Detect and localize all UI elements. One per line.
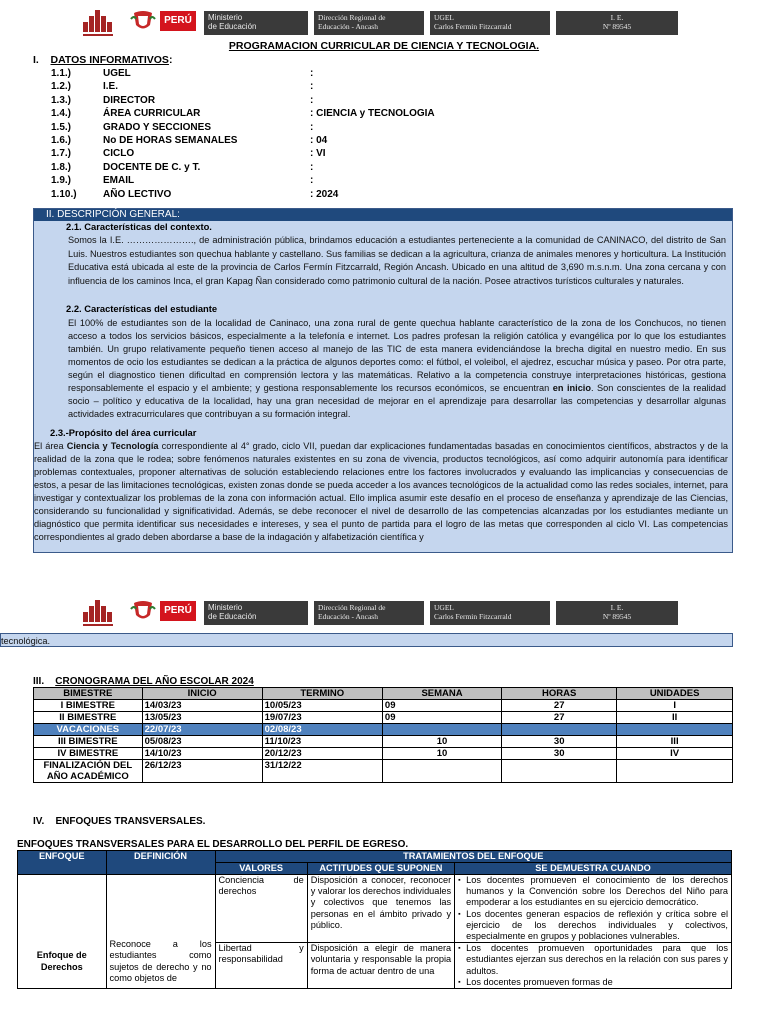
datos-row: 1.6.) No DE HORAS SEMANALES : 04: [51, 134, 328, 146]
ministerio-label: Ministerio de Educación: [204, 11, 308, 35]
document-title: PROGRAMACION CURRICULAR DE CIENCIA Y TECNOLOGIA.: [228, 40, 540, 52]
direccion-regional-label: Dirección Regional de Educación - Ancash: [314, 11, 424, 35]
table-cell: 09: [382, 712, 501, 724]
table-cell: II: [617, 712, 733, 724]
table-cell: [617, 724, 733, 736]
header-banner: [80, 4, 740, 38]
subheading-2-2: 2.2. Características del estudiante: [66, 303, 218, 314]
minedu-logo-icon: [83, 6, 113, 36]
table-cell: 09: [382, 700, 501, 712]
table-row: [34, 712, 733, 724]
paragraph-2-3: El área Ciencia y Tecnología correspondiente al 4° grado, ciclo VII, puedan dar explicaciones fundamentadas basadas en conocimientos científicos, abstractos y de la realidad de la zona que le rodea; sobre fenómenos naturales existentes en su zona de vivencia, productos tecnológicos, así como adquirir autonomía para identificar problemas contextuales, proponer alternativas de solución estableciendo relaciones entre los factores involucrados y evaluando las implicancias y consecuencias de estos, a pesar de las limitaciones tecnológicas, existen zonas donde se pueda acceder a los avances tecnológicos de la actualidad como las redes sociales, internet, para investigar y contextualizar los problemas de la zona con información actual. Ello implica asumir este desafío en el proceso de enseñanza y aprendizaje de las Ciencias, considerando su funcionalidad y significatividad. Además, se debe reconocer el nivel de desarrollo de las competencias alcanzadas por los estudiantes mediante un diagnóstico que permita identificar sus necesidades e intereses, y sea el punto de partida para el logro de las metas que corresponden al ciclo VI. Las competencias correspondientes al grado deben abordarse a base de la indagación y alfabetización científica y: [34, 441, 728, 542]
demuestra-cell: [455, 943, 732, 989]
page-2: [0, 590, 768, 1024]
ie-label: I. E. Nº 89545: [556, 601, 678, 625]
section-4-heading: IV. ENFOQUES TRANSVERSALES.: [33, 816, 206, 827]
datos-row: 1.5.) GRADO Y SECCIONES :: [51, 121, 314, 133]
table-cell: [382, 724, 501, 736]
col-header: TRATAMIENTOS DEL ENFOQUE: [215, 851, 731, 863]
actitud-cell: Disposición a elegir de manera voluntaria y responsable la propia forma de actuar dentro de una: [307, 943, 454, 989]
table-row: [34, 736, 733, 748]
enfoques-table: [17, 850, 732, 989]
table-cell: 10: [382, 736, 501, 748]
ugel-label: UGEL Carlos Fermin Fitzcarrald: [430, 11, 550, 35]
table-cell: IV BIMESTRE: [34, 748, 143, 760]
col-header: HORAS: [502, 688, 617, 700]
table-cell: 14/10/23: [142, 748, 262, 760]
demuestra-cell: [455, 875, 732, 943]
section-2-heading: II. DESCRIPCIÓN GENERAL:: [34, 209, 732, 221]
table-row: [34, 700, 733, 712]
table-cell: [502, 724, 617, 736]
datos-row: 1.3.) DIRECTOR :: [51, 94, 314, 106]
datos-row: 1.10.) AÑO LECTIVO : 2024: [51, 188, 339, 200]
table-cell: 22/07/23: [142, 724, 262, 736]
paragraph-2-1: Somos la I.E. …………………., de administración pública, brindamos educación a estudiantes perteneciente a la comunidad de CANINACO, del distrito de San Luis. Nuestros estudiantes son quechua hablante y castellano. Sus familias se dedican a la agricultura, crianza de animales menores y horticultura. La Institución Educativa está ubicada al este de la provincia de Carlos Fermín Fitzcarrald, Región Ancash. Ubicado en una altitud de 3,690 m.s.n.m. Una zona cercana y con influencia de los caminos Inca, el gran Kapag Ñan considerado como patrimonio cultural de la nación. Posee atractivos turísticos culturales y naturales.: [68, 235, 726, 287]
table-cell: 05/08/23: [142, 736, 262, 748]
descripcion-general-box: [33, 208, 733, 553]
ugel-label: UGEL Carlos Fermin Fitzcarrald: [430, 601, 550, 625]
table-cell: FINALIZACIÓN DEL AÑO ACADÉMICO: [34, 760, 143, 783]
datos-informativos-list: [51, 68, 551, 202]
cronograma-table: [33, 687, 733, 783]
table-cell: 26/12/23: [142, 760, 262, 783]
table-header-row: [34, 688, 733, 700]
table-cell: 27: [502, 700, 617, 712]
col-header: TERMINO: [262, 688, 382, 700]
table-cell: 30: [502, 748, 617, 760]
table-cell: I: [617, 700, 733, 712]
valor-cell: Conciencia de derechos: [215, 875, 307, 943]
col-header: UNIDADES: [617, 688, 733, 700]
subheading-2-3: 2.3.-Propósito del área curricular: [50, 427, 197, 438]
col-header: DEFINICIÓN: [106, 851, 215, 875]
minedu-logo-icon: [83, 596, 113, 626]
enfoques-table-title: ENFOQUES TRANSVERSALES PARA EL DESARROLLO DEL PERFIL DE EGRESO.: [17, 839, 409, 850]
table-cell: 10/05/23: [262, 700, 382, 712]
list-item: ▪ Los docentes generan espacios de reflexión y crítica sobre el ejercicio de los derechos individuales y colectivos, especialmente en grupos y poblaciones vulnerables.: [466, 909, 728, 943]
table-cell: 14/03/23: [142, 700, 262, 712]
list-item: ▪ Los docentes promueven formas de: [466, 977, 728, 988]
section-3-heading: III. CRONOGRAMA DEL AÑO ESCOLAR 2024: [33, 676, 254, 687]
table-cell: 20/12/23: [262, 748, 382, 760]
table-cell: 11/10/23: [262, 736, 382, 748]
col-header: VALORES: [215, 863, 307, 875]
table-cell: 31/12/22: [262, 760, 382, 783]
table-cell: I BIMESTRE: [34, 700, 143, 712]
table-row: [34, 748, 733, 760]
datos-row: 1.9.) EMAIL :: [51, 175, 314, 187]
table-cell: 19/07/23: [262, 712, 382, 724]
table-cell: III: [617, 736, 733, 748]
list-item: ▪ Los docentes promueven oportunidades para que los estudiantes ejerzan sus derechos en la relación con sus pares y adultos.: [466, 943, 728, 977]
table-row-vacaciones: [34, 724, 733, 736]
peru-coat-of-arms-icon: [130, 9, 156, 33]
col-header: ENFOQUE: [18, 851, 107, 875]
table-cell: [617, 760, 733, 783]
datos-row: 1.1.) UGEL :: [51, 68, 314, 79]
col-header: ACTITUDES QUE SUPONEN: [307, 863, 454, 875]
table-cell: [502, 760, 617, 783]
col-header: SEMANA: [382, 688, 501, 700]
datos-row: 1.2.) I.E. :: [51, 81, 314, 93]
table-cell: 30: [502, 736, 617, 748]
peru-label: PERÚ: [160, 601, 196, 621]
peru-coat-of-arms-icon: [130, 599, 156, 623]
datos-row: 1.8.) DOCENTE DE C. y T. :: [51, 161, 314, 173]
table-cell: VACACIONES: [34, 724, 143, 736]
definicion-cell: Reconoce a los estudiantes como sujetos de derecho y no como objetos de: [106, 875, 215, 989]
paragraph-2-2: El 100% de estudiantes son de la localidad de Caninaco, una zona rural de gente quechua hablante característico de la zona de los Conchucos, no tienen acceso a todos los servicios básicos, especialmente a la telefonía e internet. Los padres profesan la religión católica y evangélica por lo que los estudiantes también. Un grupo relativamente pequeño tienen acceso al manejo de las TIC de esta manera evidenciándose la brecha digital en nuestro medio. En sus momentos de ocio los estudiantes se dedican a la práctica de algunos deportes como: el fútbol, el voleibol, el ajedrez, escuchar música y paseo. Por otra parte, según el diagnostico tienen dificultad en comprensión lectora y las matemáticas. Relativo a la competencia construye interpretaciones históricas, gestiona responsablemente el espacio y el ambiente; y gestiona responsablemente los recursos económicos, se encuentran en inicio. Son conscientes de la realidad socio – político y educativa de la localidad, hay una gran necesidad de mejorar en el aprendizaje para desarrollar las competencias y desarrollar algunas actividades extracurriculares que contribuyan a su formación integral.: [68, 318, 726, 419]
datos-row: 1.4.) ÁREA CURRICULAR : CIENCIA y TECNOLOGIA: [51, 108, 435, 120]
enfoque-cell: Enfoque de Derechos: [18, 875, 107, 989]
table-cell: 02/08/23: [262, 724, 382, 736]
table-cell: 13/05/23: [142, 712, 262, 724]
table-cell: II BIMESTRE: [34, 712, 143, 724]
table-cell: III BIMESTRE: [34, 736, 143, 748]
ministerio-label: Ministerio de Educación: [204, 601, 308, 625]
table-cell: 27: [502, 712, 617, 724]
table-cell: IV: [617, 748, 733, 760]
col-header: SE DEMUESTRA CUANDO: [455, 863, 732, 875]
col-header: BIMESTRE: [34, 688, 143, 700]
continuation-box: [0, 633, 733, 647]
section-1-heading: I. DATOS INFORMATIVOS:: [33, 54, 173, 66]
subheading-2-1: 2.1. Características del contexto.: [66, 221, 212, 232]
table-cell: 10: [382, 748, 501, 760]
valor-cell: Libertad y responsabilidad: [215, 943, 307, 989]
actitud-cell: Disposición a conocer, reconocer y valorar los derechos individuales y colectivos que tenemos las personas en el ámbito privado y público.: [307, 875, 454, 943]
datos-row: 1.7.) CICLO : VI: [51, 148, 326, 160]
list-item: ▪ Los docentes promueven el conocimiento de los derechos humanos y la Convención sobre los Derechos del Niño para empoderar a los estudiantes en su ejercicio democrático.: [466, 875, 728, 909]
table-header-row: [18, 851, 732, 863]
table-cell: [382, 760, 501, 783]
header-banner: [80, 594, 740, 628]
ie-label: I. E. Nº 89545: [556, 11, 678, 35]
table-row: [34, 760, 733, 783]
peru-label: PERÚ: [160, 11, 196, 31]
direccion-regional-label: Dirección Regional de Educación - Ancash: [314, 601, 424, 625]
table-row: [18, 875, 732, 943]
paragraph-2-3-continuation: tecnológica.: [1, 636, 51, 646]
col-header: INICIO: [142, 688, 262, 700]
